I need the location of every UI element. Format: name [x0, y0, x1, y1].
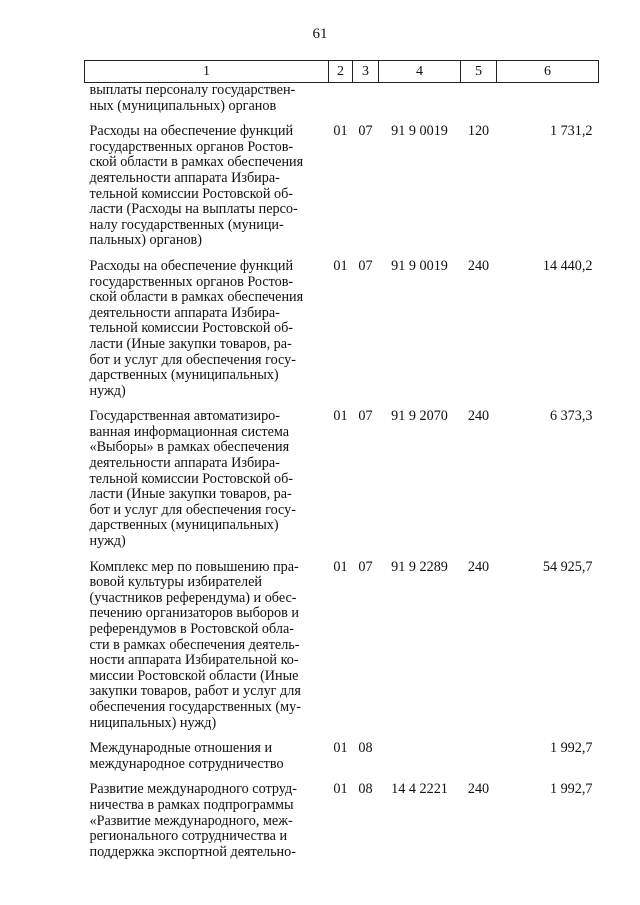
row-section: 01 [333, 123, 348, 140]
header-row [85, 61, 599, 83]
row-target-code [379, 731, 461, 772]
row-expense-type: 240 [467, 558, 490, 575]
row-section [329, 83, 353, 115]
table-row [85, 249, 599, 399]
row-section: 01 [333, 781, 348, 798]
row-target-code: 91 9 2289 [391, 558, 448, 575]
row-name: Расходы на обеспечение функций государственных органов Ростов- ской области в рамках обеспечения деятельности аппарата Избира- тельной комиссии Ростовской об- ласти (Иные закупки товаров, ра- бот и услуг для обеспечения госу- дарственных (муниципальных) нужд) [89, 257, 304, 399]
row-amount [497, 83, 599, 115]
row-subsection: 08 [358, 740, 373, 757]
row-name: Комплекс мер по повышению пра- вовой культуры избирателей (участников референдума) и обес- печению организаторов выборов и референдумов в Ростовской обла- сти в рамках обеспечения деятель- ности аппарата Избирательной ко- миссии Ростовской области (Иные закупки товаров, работ и услуг для обеспечения государственных (му- ниципальных) нужд) [89, 558, 301, 731]
row-target-code: 91 9 2070 [391, 408, 448, 425]
row-target-code: 91 9 0019 [391, 123, 448, 140]
row-amount: 6 373,3 [549, 408, 593, 425]
row-expense-type: 240 [467, 781, 490, 798]
row-amount: 1 992,7 [549, 740, 593, 757]
row-expense-type: 240 [467, 257, 490, 274]
row-target-code [379, 83, 461, 115]
row-subsection: 07 [358, 257, 373, 274]
row-subsection: 07 [358, 408, 373, 425]
row-expense-type: 240 [467, 408, 490, 425]
row-subsection: 07 [358, 123, 373, 140]
row-name: Расходы на обеспечение функций государственных органов Ростов- ской области в рамках обеспечения деятельности аппарата Избира- тельной комиссии Ростовской об- ласти (Расходы на выплаты персо- налу государственных (муници- пальных) органов) [89, 123, 304, 249]
header-col-2: 2 [329, 61, 353, 83]
table-row [85, 731, 599, 772]
row-name: Государственная автоматизиро- ванная информационная система «Выборы» в рамках обеспечения деятельности аппарата Избира- тельной комиссии Ростовской об- ласти (Иные закупки товаров, ра- бот и услуг для обеспечения госу- дарственных (муниципальных) нужд) [89, 408, 296, 550]
row-target-code: 14 4 2221 [391, 781, 448, 798]
row-subsection: 07 [358, 558, 373, 575]
row-target-code: 91 9 0019 [391, 257, 448, 274]
header-col-5: 5 [461, 61, 497, 83]
table-row [85, 772, 599, 860]
row-amount: 1 731,2 [549, 123, 593, 140]
row-name: выплаты персоналу государствен- ных (муниципальных) органов [89, 82, 296, 114]
budget-table [84, 60, 599, 860]
header-col-1: 1 [85, 61, 329, 83]
row-subsection: 08 [358, 781, 373, 798]
row-expense-type: 120 [467, 123, 490, 140]
row-section: 01 [333, 740, 348, 757]
row-section: 01 [333, 408, 348, 425]
table-row [85, 399, 599, 549]
table-row [85, 83, 599, 115]
row-amount: 1 992,7 [549, 781, 593, 798]
row-name: Международные отношения и международное сотрудничество [89, 740, 284, 772]
row-amount: 54 925,7 [542, 558, 593, 575]
row-subsection [353, 83, 379, 115]
row-expense-type [461, 83, 497, 115]
row-section: 01 [333, 558, 348, 575]
row-name: Развитие международного сотруд- ничества в рамках подпрограммы «Развитие международного, меж- регионального сотрудничества и поддержка экспортной деятельно- [89, 781, 297, 860]
header-col-6: 6 [497, 61, 599, 83]
header-col-4: 4 [379, 61, 461, 83]
table-row [85, 550, 599, 732]
header-col-3: 3 [353, 61, 379, 83]
row-expense-type [461, 731, 497, 772]
row-amount: 14 440,2 [542, 257, 593, 274]
row-section: 01 [333, 257, 348, 274]
page-number: 61 [312, 26, 328, 42]
table-row [85, 114, 599, 249]
